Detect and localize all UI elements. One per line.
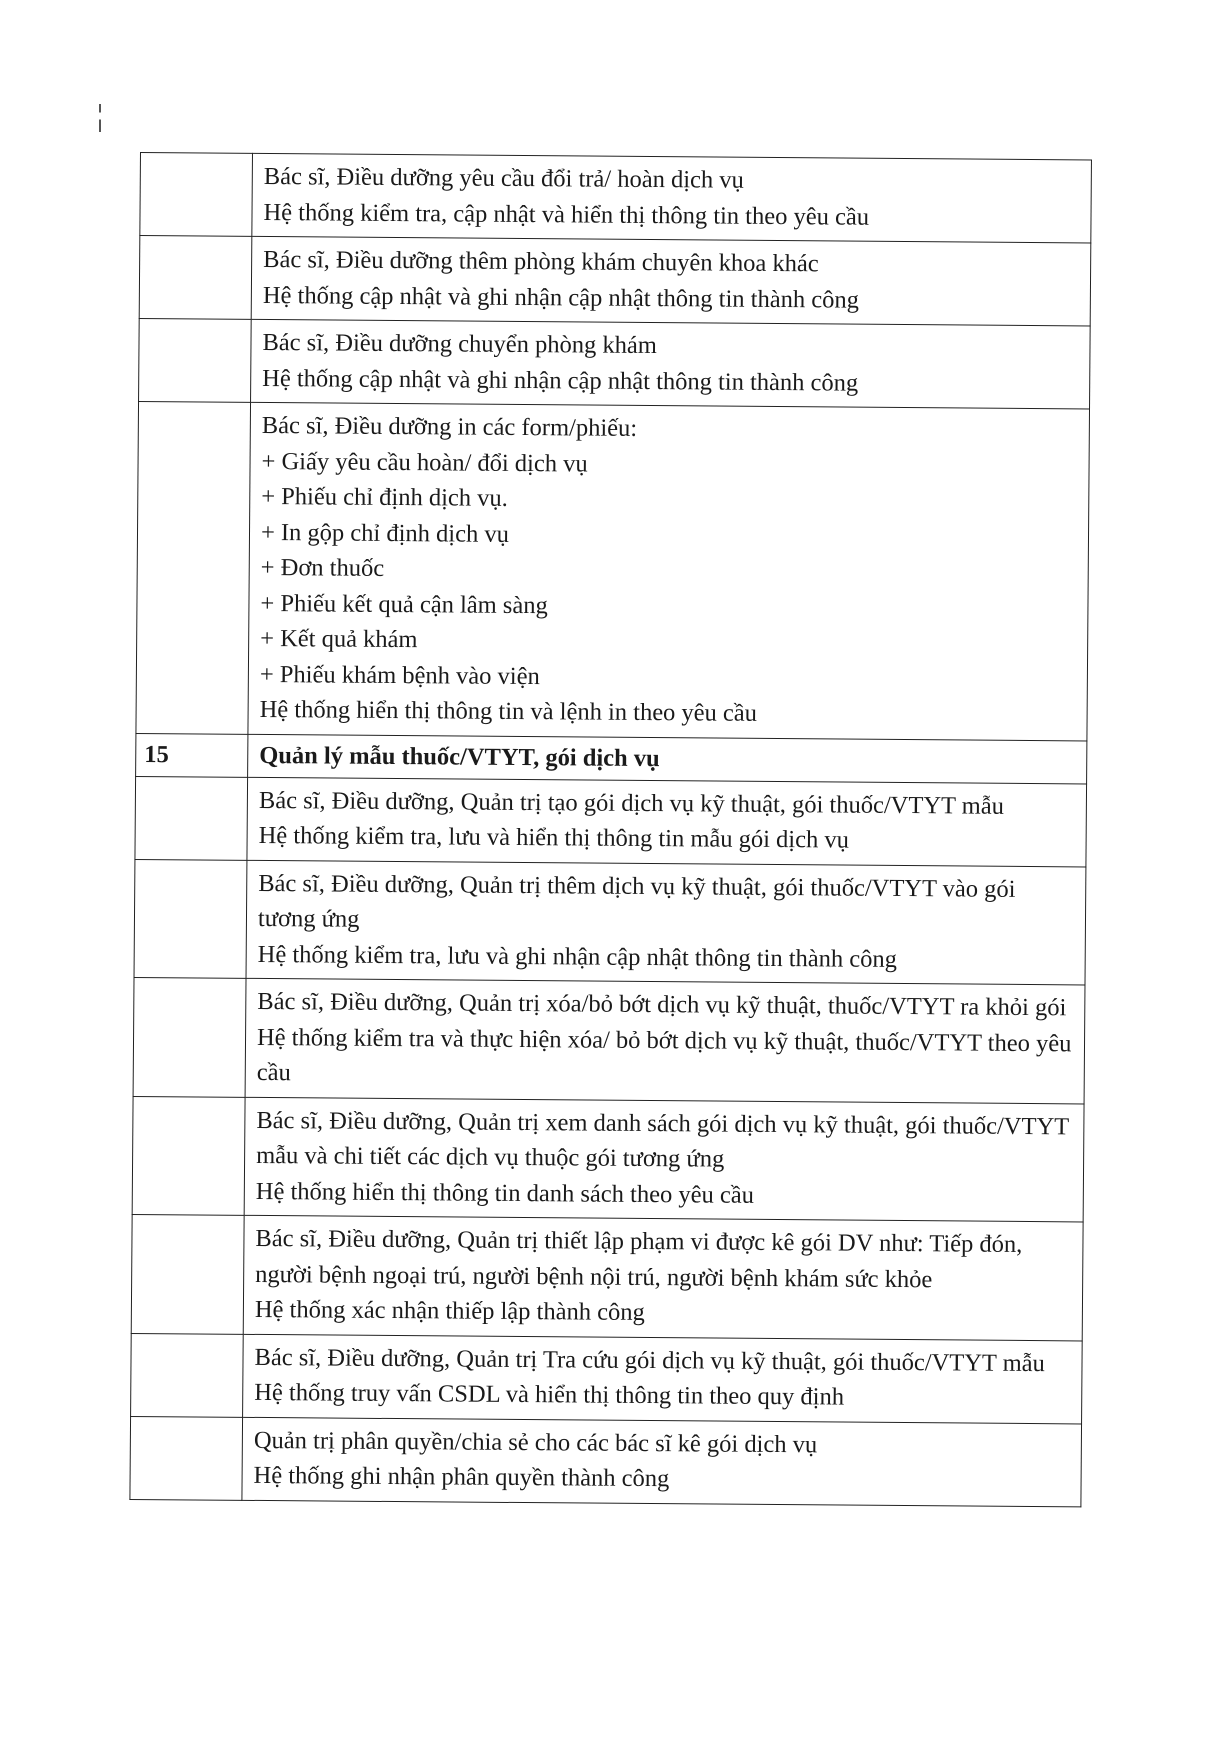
- description-line: Hệ thống kiểm tra, lưu và hiển thị thông tin mẫu gói dịch vụ: [258, 821, 850, 854]
- description-cell: [248, 402, 1090, 740]
- table-row: [140, 153, 1092, 243]
- description-cell: [244, 1097, 1084, 1222]
- description-line: + Giấy yêu cầu hoàn/ đổi dịch vụ: [261, 447, 588, 478]
- row-number-cell: [133, 977, 246, 1096]
- row-number-cell: [139, 318, 252, 402]
- table-row: [131, 1214, 1083, 1340]
- description-cell: [242, 1417, 1082, 1507]
- description-line: Bác sĩ, Điều dưỡng, Quản trị Tra cứu gói dịch vụ kỹ thuật, gói thuốc/VTYT mẫu: [254, 1343, 1045, 1377]
- scan-mark: [99, 104, 101, 132]
- table-row: [131, 1333, 1083, 1423]
- table-row: [134, 859, 1086, 985]
- description-line: Hệ thống kiểm tra, cập nhật và hiển thị thông tin theo yêu cầu: [263, 198, 870, 231]
- description-line: + Kết quả khám: [260, 624, 418, 654]
- description-line: Bác sĩ, Điều dưỡng yêu cầu đổi trả/ hoàn dịch vụ: [263, 162, 744, 194]
- description-line: Bác sĩ, Điều dưỡng, Quản trị thêm dịch vụ kỹ thuật, gói thuốc/VTYT vào gói tương ứng: [257, 869, 1016, 933]
- row-number-cell: [131, 1333, 244, 1417]
- description-line: Hệ thống hiển thị thông tin và lệnh in theo yêu cầu: [259, 695, 758, 727]
- description-line: Bác sĩ, Điều dưỡng, Quản trị xem danh sách gói dịch vụ kỹ thuật, gói thuốc/VTYT mẫu và chi tiết các dịch vụ thuộc gói tương ứng: [256, 1106, 1069, 1173]
- description-line: + In gộp chỉ định dịch vụ: [260, 518, 510, 548]
- description-cell: [245, 978, 1085, 1103]
- section-row: [136, 733, 1087, 783]
- description-line: Bác sĩ, Điều dưỡng, Quản trị thiết lập phạm vi được kê gói DV như: Tiếp đón, người bệnh ngoại trú, người bệnh nội trú, người bệnh khám sức khỏe: [255, 1224, 1023, 1293]
- description-cell: [247, 777, 1087, 867]
- description-line: Hệ thống ghi nhận phân quyền thành công: [253, 1461, 670, 1493]
- description-line: Hệ thống xác nhận thiếp lập thành công: [254, 1295, 645, 1326]
- description-cell: [243, 1215, 1083, 1340]
- description-line: Hệ thống cập nhật và ghi nhận cập nhật thông tin thành công: [262, 364, 859, 397]
- table-row: [133, 977, 1085, 1103]
- description-cell: [251, 236, 1091, 326]
- description-line: + Phiếu khám bệnh vào viện: [259, 660, 540, 690]
- description-line: Hệ thống kiểm tra, lưu và ghi nhận cập nhật thông tin thành công: [257, 940, 898, 973]
- table-row: [132, 1096, 1084, 1222]
- table-row: [130, 1416, 1082, 1506]
- row-number-cell: [140, 153, 253, 237]
- description-line: Bác sĩ, Điều dưỡng in các form/phiếu:: [261, 411, 638, 442]
- row-number-cell: [139, 236, 252, 320]
- row-number-cell: [131, 1214, 244, 1333]
- description-cell: [251, 319, 1091, 409]
- description-line: Hệ thống truy vấn CSDL và hiển thị thông tin theo quy định: [254, 1378, 845, 1411]
- section-title-cell: [248, 734, 1087, 784]
- row-number-cell: [136, 401, 251, 733]
- row-number-cell: 15: [136, 733, 248, 777]
- description-line: Bác sĩ, Điều dưỡng, Quản trị tạo gói dịch vụ kỹ thuật, gói thuốc/VTYT mẫu: [258, 786, 1005, 820]
- description-cell: [243, 1334, 1083, 1424]
- description-line: + Đơn thuốc: [260, 553, 385, 582]
- row-number-cell: [134, 859, 247, 978]
- section-title: Quản lý mẫu thuốc/VTYT, gói dịch vụ: [259, 741, 660, 772]
- description-line: Quản trị phân quyền/chia sẻ cho các bác sĩ kê gói dịch vụ: [253, 1426, 818, 1458]
- row-number-cell: [135, 776, 248, 860]
- row-number-cell: [132, 1096, 245, 1215]
- description-line: Hệ thống cập nhật và ghi nhận cập nhật thông tin thành công: [262, 281, 859, 314]
- table-row: [139, 318, 1091, 408]
- description-line: + Phiếu kết quả cận lâm sàng: [260, 589, 548, 619]
- requirements-table-body: [130, 153, 1092, 1507]
- requirements-table: [129, 152, 1092, 1507]
- description-line: Bác sĩ, Điều dưỡng thêm phòng khám chuyên khoa khác: [263, 245, 819, 278]
- table-row: [136, 401, 1090, 740]
- description-line: Bác sĩ, Điều dưỡng, Quản trị xóa/bỏ bớt dịch vụ kỹ thuật, thuốc/VTYT ra khỏi gói: [257, 987, 1067, 1022]
- description-line: Hệ thống hiển thị thông tin danh sách theo yêu cầu: [255, 1177, 754, 1209]
- description-line: + Phiếu chỉ định dịch vụ.: [261, 482, 508, 512]
- table-row: [135, 776, 1087, 866]
- description-line: Bác sĩ, Điều dưỡng chuyển phòng khám: [262, 328, 657, 360]
- description-cell: [246, 860, 1086, 985]
- table-row: [139, 236, 1091, 326]
- row-number-cell: [130, 1416, 243, 1500]
- description-line: Hệ thống kiểm tra và thực hiện xóa/ bỏ bớt dịch vụ kỹ thuật, thuốc/VTYT theo yêu cầu: [256, 1023, 1072, 1087]
- description-cell: [252, 153, 1092, 243]
